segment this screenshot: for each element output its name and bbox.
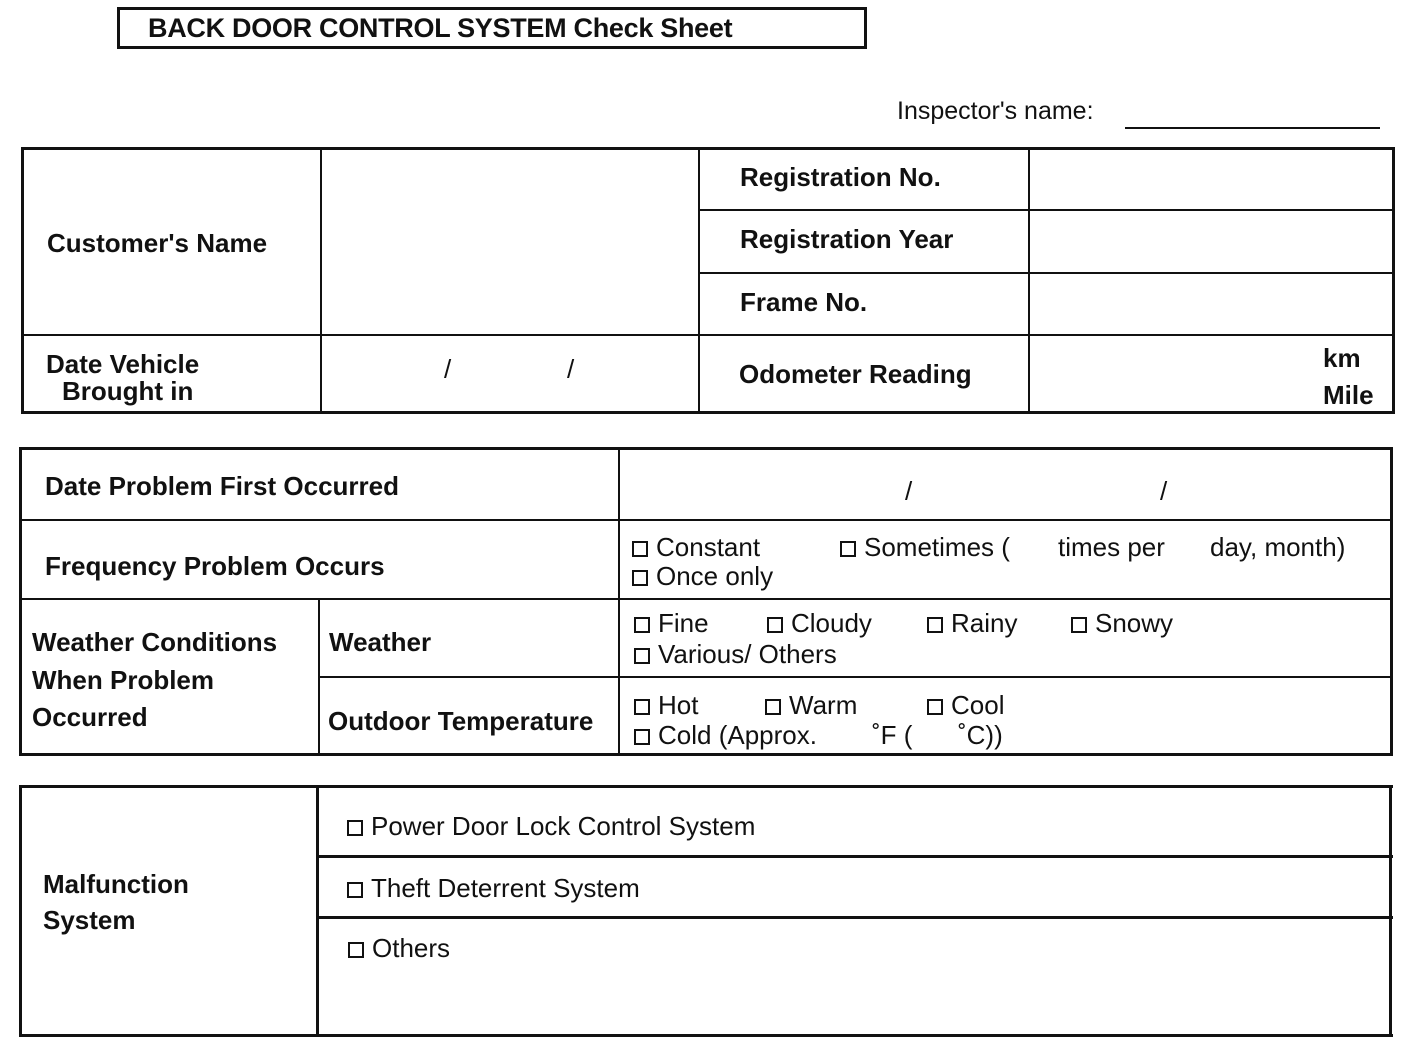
option-constant[interactable] bbox=[632, 532, 760, 562]
option-label: Snowy bbox=[1095, 608, 1174, 638]
option-cool[interactable] bbox=[927, 690, 1004, 720]
unit-km: km bbox=[1323, 343, 1361, 373]
malfunction-system-label: Malfunction bbox=[43, 869, 189, 899]
checkbox[interactable] bbox=[840, 541, 856, 557]
option-label: Once only bbox=[656, 561, 774, 591]
date-separator: / bbox=[1160, 476, 1168, 506]
option-cold[interactable] bbox=[634, 720, 817, 750]
checkbox[interactable] bbox=[634, 617, 650, 633]
checkbox[interactable] bbox=[767, 617, 783, 633]
option-cloudy[interactable] bbox=[767, 608, 872, 638]
checkbox[interactable] bbox=[765, 699, 781, 715]
date-separator: / bbox=[567, 354, 575, 384]
unit-mile: Mile bbox=[1323, 380, 1374, 410]
odometer-field[interactable] bbox=[1032, 338, 1312, 409]
frequency-label: Frequency Problem Occurs bbox=[45, 551, 385, 581]
option-label: Cool bbox=[951, 690, 1005, 720]
registration-no-label: Registration No. bbox=[740, 162, 941, 192]
checkbox[interactable] bbox=[632, 541, 648, 557]
checkbox[interactable] bbox=[632, 570, 648, 586]
date-separator: / bbox=[905, 476, 913, 506]
option-label: Theft Deterrent System bbox=[371, 873, 640, 903]
times-per-label: times per bbox=[1058, 532, 1165, 562]
customer-name-label: Customer's Name bbox=[47, 228, 268, 258]
option-label: Various/ Others bbox=[658, 639, 837, 669]
weather-conditions-label-2: When Problem bbox=[32, 665, 215, 695]
date-brought-in-field[interactable] bbox=[324, 338, 696, 409]
option-once-only[interactable] bbox=[632, 561, 773, 591]
celsius-label: ˚C)) bbox=[958, 720, 1003, 750]
option-sometimes[interactable] bbox=[840, 532, 1010, 562]
option-power-door-lock[interactable] bbox=[347, 811, 755, 841]
customer-name-field[interactable] bbox=[324, 152, 696, 332]
option-label: Sometimes ( bbox=[864, 532, 1010, 562]
registration-no-field[interactable] bbox=[1032, 152, 1390, 207]
option-label: Power Door Lock Control System bbox=[371, 811, 756, 841]
option-fine[interactable] bbox=[634, 608, 709, 638]
odometer-label: Odometer Reading bbox=[739, 359, 972, 389]
option-warm[interactable] bbox=[765, 690, 857, 720]
checkbox[interactable] bbox=[347, 882, 363, 898]
inspector-name-field[interactable] bbox=[1125, 127, 1380, 129]
checkbox[interactable] bbox=[634, 699, 650, 715]
weather-conditions-label-3: Occurred bbox=[32, 702, 148, 732]
option-rainy[interactable] bbox=[927, 608, 1017, 638]
option-others[interactable] bbox=[348, 933, 450, 963]
option-label: Warm bbox=[789, 690, 858, 720]
option-label: Hot bbox=[658, 690, 699, 720]
checkbox[interactable] bbox=[347, 820, 363, 836]
page-title: BACK DOOR CONTROL SYSTEM Check Sheet bbox=[117, 7, 867, 49]
option-label: Others bbox=[372, 933, 451, 963]
checkbox[interactable] bbox=[1071, 617, 1087, 633]
frame-no-field[interactable] bbox=[1032, 276, 1390, 332]
weather-label: Weather bbox=[329, 627, 432, 657]
checkbox[interactable] bbox=[927, 699, 943, 715]
checkbox[interactable] bbox=[634, 729, 650, 745]
option-various-others[interactable] bbox=[634, 639, 837, 669]
malfunction-system-label-2: System bbox=[43, 905, 136, 935]
date-first-occurred-field[interactable] bbox=[622, 452, 1388, 517]
weather-conditions-label: Weather Conditions bbox=[32, 627, 278, 657]
fahrenheit-label: ˚F ( bbox=[872, 720, 913, 750]
inspector-label: Inspector's name: bbox=[897, 97, 1094, 125]
option-label: Constant bbox=[656, 532, 761, 562]
option-label: Rainy bbox=[951, 608, 1018, 638]
option-label: Fine bbox=[658, 608, 709, 638]
option-snowy[interactable] bbox=[1071, 608, 1173, 638]
date-brought-in-label-2: Brought in bbox=[62, 376, 194, 406]
option-label: Cloudy bbox=[791, 608, 872, 638]
outdoor-temperature-label: Outdoor Temperature bbox=[328, 706, 594, 736]
checkbox[interactable] bbox=[927, 617, 943, 633]
option-hot[interactable] bbox=[634, 690, 698, 720]
date-separator: / bbox=[444, 354, 452, 384]
checkbox[interactable] bbox=[634, 648, 650, 664]
frame-no-label: Frame No. bbox=[740, 287, 868, 317]
checkbox[interactable] bbox=[348, 942, 364, 958]
date-first-occurred-label: Date Problem First Occurred bbox=[45, 471, 399, 501]
registration-year-label: Registration Year bbox=[740, 224, 954, 254]
option-label: Cold (Approx. bbox=[658, 720, 817, 750]
date-brought-in-label: Date Vehicle bbox=[46, 349, 200, 379]
registration-year-field[interactable] bbox=[1032, 213, 1390, 270]
option-theft-deterrent[interactable] bbox=[347, 873, 640, 903]
day-month-label: day, month) bbox=[1210, 532, 1346, 562]
